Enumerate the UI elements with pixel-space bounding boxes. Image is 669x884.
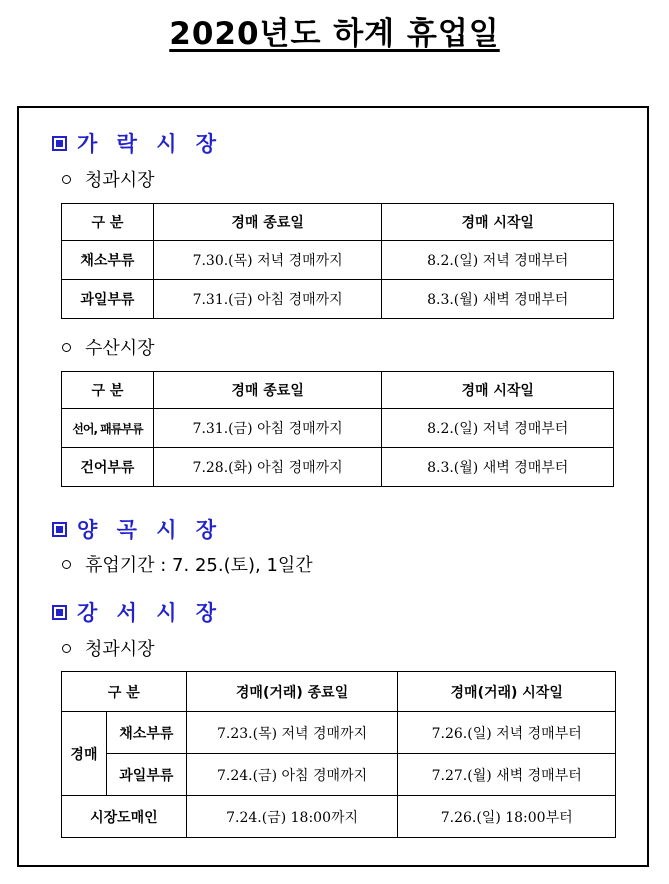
- table-row: [62, 241, 614, 280]
- row-start-date: 8.2.(일) 저녁 경매부터: [382, 241, 614, 280]
- square-bullet-icon: [52, 605, 67, 620]
- table-row: [62, 448, 614, 487]
- row-category: 과일부류: [62, 280, 154, 319]
- section-heading-gangseo: 강 서 시 장: [52, 597, 222, 627]
- header-category: 구 분: [62, 372, 154, 409]
- table-header-row: [62, 672, 616, 712]
- row-end-date: 7.23.(목) 저녁 경매까지: [186, 712, 398, 754]
- row-category: 채소부류: [62, 241, 154, 280]
- square-bullet-icon: [52, 522, 67, 537]
- header-category: 구 분: [62, 204, 154, 241]
- row-end-date: 7.30.(목) 저녁 경매까지: [153, 241, 382, 280]
- table-header-row: [62, 204, 614, 241]
- header-category: 구 분: [62, 672, 187, 712]
- row-end-date: 7.24.(금) 18:00까지: [186, 796, 398, 838]
- circle-bullet-icon: [62, 343, 71, 352]
- section-heading-yanggok: 양 곡 시 장: [52, 514, 222, 544]
- row-category: 채소부류: [106, 712, 186, 754]
- header-end-date: 경매(거래) 종료일: [186, 672, 398, 712]
- subsection-gangseo-produce: 청과시장: [62, 635, 155, 661]
- subsection-garak-produce: 청과시장: [62, 166, 155, 192]
- row-end-date: 7.24.(금) 아침 경매까지: [186, 754, 398, 796]
- table-row: [62, 712, 616, 754]
- page-title: 2020년도 하계 휴업일: [169, 16, 500, 52]
- row-category: 선어, 패류부류: [62, 409, 154, 448]
- header-start-date: 경매 시작일: [382, 204, 614, 241]
- table-header-row: [62, 372, 614, 409]
- subsection-garak-seafood: 수산시장: [62, 334, 155, 360]
- section-heading-garak: 가 락 시 장: [52, 128, 222, 158]
- circle-bullet-icon: [62, 644, 71, 653]
- row-start-date: 7.27.(월) 새벽 경매부터: [398, 754, 616, 796]
- row-start-date: 8.2.(일) 저녁 경매부터: [382, 409, 614, 448]
- table-row: [62, 796, 616, 838]
- row-start-date: 7.26.(일) 저녁 경매부터: [398, 712, 616, 754]
- row-end-date: 7.28.(화) 아침 경매까지: [153, 448, 382, 487]
- row-start-date: 8.3.(월) 새벽 경매부터: [382, 280, 614, 319]
- group-label-auction: 경매: [62, 712, 107, 796]
- row-end-date: 7.31.(금) 아침 경매까지: [153, 409, 382, 448]
- table-row: [62, 754, 616, 796]
- header-end-date: 경매 종료일: [153, 204, 382, 241]
- row-start-date: 8.3.(월) 새벽 경매부터: [382, 448, 614, 487]
- header-start-date: 경매 시작일: [382, 372, 614, 409]
- circle-bullet-icon: [62, 175, 71, 184]
- row-start-date: 7.26.(일) 18:00부터: [398, 796, 616, 838]
- row-category: 건어부류: [62, 448, 154, 487]
- row-category: 시장도매인: [62, 796, 187, 838]
- circle-bullet-icon: [62, 560, 71, 569]
- yanggok-period: 휴업기간 : 7. 25.(토), 1일간: [62, 551, 313, 577]
- header-start-date: 경매(거래) 시작일: [398, 672, 616, 712]
- garak-seafood-table: [61, 371, 614, 487]
- row-end-date: 7.31.(금) 아침 경매까지: [153, 280, 382, 319]
- garak-produce-table: [61, 203, 614, 319]
- row-category: 과일부류: [106, 754, 186, 796]
- gangseo-produce-table: [61, 671, 616, 838]
- table-row: [62, 280, 614, 319]
- square-bullet-icon: [52, 136, 67, 151]
- table-row: [62, 409, 614, 448]
- header-end-date: 경매 종료일: [153, 372, 382, 409]
